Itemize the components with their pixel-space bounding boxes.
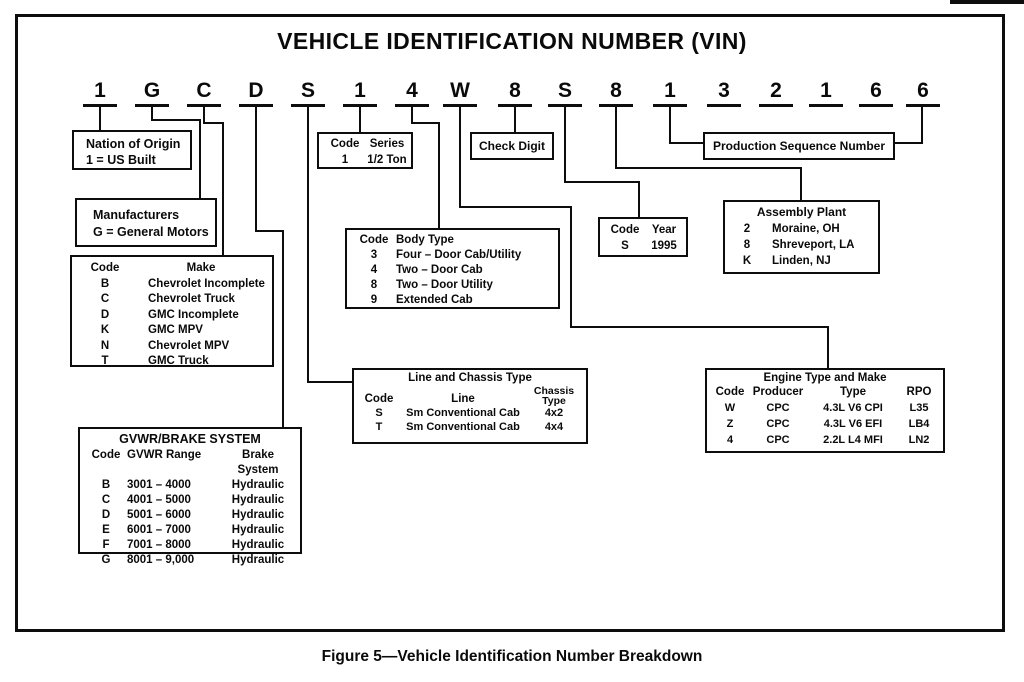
engine-header-producer: Producer <box>752 386 804 398</box>
engine-table <box>705 368 945 453</box>
gvwr-header-brake: Brake System <box>237 448 279 476</box>
year-box <box>598 217 688 257</box>
series-header-code: Code <box>330 138 360 150</box>
series-cell: 1 <box>341 153 349 166</box>
assembly-cell: Linden, NJ <box>772 254 831 267</box>
vin-char-15 <box>809 78 843 107</box>
make-cell: T <box>101 355 109 367</box>
connector-line <box>255 230 284 232</box>
lc-cell: S <box>375 407 383 419</box>
series-box <box>317 132 413 169</box>
connector-line <box>615 107 617 169</box>
connector-line <box>438 122 440 230</box>
connector-line <box>255 107 257 232</box>
assembly-plant-title: Assembly Plant <box>756 205 847 219</box>
body-cell: Extended Cab <box>396 294 473 306</box>
connector-line <box>99 107 101 131</box>
gvwr-cell: D <box>101 508 111 521</box>
vin-char-label: 8 <box>509 79 521 102</box>
engine-cell: 2.2L L4 MFI <box>823 434 883 446</box>
engine-cell: CPC <box>766 434 790 446</box>
gvwr-cell: 3001 – 4000 <box>127 478 191 491</box>
vin-char-4 <box>239 78 273 107</box>
vin-char-label: D <box>248 79 264 102</box>
vin-char-label: 1 <box>820 79 832 102</box>
gvwr-header-range: GVWR Range <box>127 448 202 461</box>
assembly-cell: Moraine, OH <box>772 222 840 235</box>
gvwr-brake-table <box>78 427 302 566</box>
make-cell: Chevrolet Incomplete <box>148 277 265 290</box>
box-value: 1 = US Built <box>86 153 156 167</box>
make-cell: C <box>100 293 110 305</box>
vin-char-label: 6 <box>917 79 929 102</box>
engine-cell: Z <box>726 418 734 430</box>
check-digit-label: Check Digit <box>478 139 545 153</box>
vin-char-label: 6 <box>870 79 882 102</box>
gvwr-cell: B <box>101 478 111 491</box>
make-header-code: Code <box>90 262 120 274</box>
production-sequence-box <box>703 132 895 160</box>
connector-line <box>570 206 572 328</box>
make-cell: GMC Incomplete <box>148 308 239 321</box>
gvwr-title: GVWR/BRAKE SYSTEM <box>119 432 261 446</box>
connector-line <box>282 230 284 428</box>
vin-char-label: 3 <box>718 79 730 102</box>
gvwr-cell: Hydraulic <box>231 508 285 521</box>
connector-line <box>893 142 923 144</box>
make-cell: GMC MPV <box>148 324 203 336</box>
gvwr-cell: 7001 – 8000 <box>127 538 191 551</box>
engine-cell: 4.3L V6 CPI <box>823 402 883 414</box>
vin-char-12 <box>653 78 687 107</box>
connector-line <box>359 107 361 133</box>
vin-char-label: S <box>557 79 572 102</box>
engine-cell: LN2 <box>908 434 930 446</box>
engine-cell: 4.3L V6 EFI <box>823 418 883 430</box>
year-cell: S <box>621 240 629 252</box>
connector-line <box>800 167 802 202</box>
vin-char-label: C <box>196 79 212 102</box>
scan-artifact-mark <box>950 0 1024 4</box>
vin-char-label: 8 <box>610 79 622 102</box>
vin-char-label: 2 <box>770 79 782 102</box>
gvwr-cell: 5001 – 6000 <box>127 508 191 521</box>
engine-cell: L35 <box>909 402 929 414</box>
engine-header-code: Code <box>715 386 745 398</box>
figure-caption: Figure 5—Vehicle Identification Number Breakdown <box>321 648 703 665</box>
engine-header-type: Type <box>840 386 866 398</box>
year-header-code: Code <box>610 224 640 236</box>
box-title: Manufacturers <box>93 208 180 222</box>
connector-line <box>669 142 705 144</box>
vin-char-3 <box>187 78 221 107</box>
vin-char-2 <box>135 78 169 107</box>
engine-cell: 4 <box>726 434 734 446</box>
body-cell: 8 <box>370 279 378 291</box>
make-cell: Chevrolet Truck <box>148 293 235 305</box>
body-cell: Two – Door Cab <box>396 264 483 276</box>
vin-char-5 <box>291 78 325 107</box>
check-digit-box <box>470 132 554 160</box>
connector-line <box>151 119 201 121</box>
production-sequence-label: Production Sequence Number <box>712 139 886 153</box>
year-cell: 1995 <box>651 240 677 252</box>
gvwr-cell: 8001 – 9,000 <box>127 553 195 566</box>
engine-cell: CPC <box>766 402 790 414</box>
lc-cell: Sm Conventional Cab <box>406 421 520 433</box>
vin-char-14 <box>759 78 793 107</box>
vin-char-7 <box>395 78 429 107</box>
vin-char-label: W <box>450 79 470 102</box>
gvwr-cell: Hydraulic <box>231 538 285 551</box>
connector-line <box>564 107 566 183</box>
series-cell: 1/2 Ton <box>367 153 407 166</box>
vin-char-11 <box>599 78 633 107</box>
vin-char-label: 1 <box>94 79 106 102</box>
assembly-plant-box <box>723 200 880 274</box>
make-cell: B <box>100 277 110 290</box>
connector-line <box>459 206 572 208</box>
box-value: G = General Motors <box>93 225 209 239</box>
gvwr-cell: E <box>102 523 110 536</box>
connector-line <box>307 107 309 383</box>
vin-char-label: 4 <box>406 79 418 102</box>
make-cell: GMC Truck <box>148 355 209 367</box>
lc-header-chassis: Chassis Type <box>533 385 575 407</box>
lc-cell: Sm Conventional Cab <box>406 407 520 419</box>
vin-char-6 <box>343 78 377 107</box>
body-cell: 4 <box>370 264 378 276</box>
connector-line <box>514 107 516 133</box>
line-chassis-title: Line and Chassis Type <box>408 372 532 384</box>
make-cell: Chevrolet MPV <box>148 339 230 352</box>
make-cell: D <box>100 308 110 321</box>
gvwr-cell: 6001 – 7000 <box>127 523 191 536</box>
gvwr-cell: Hydraulic <box>231 553 285 566</box>
engine-title: Engine Type and Make <box>763 372 887 384</box>
connector-line <box>570 326 829 328</box>
make-header-make: Make <box>186 262 216 274</box>
connector-line <box>615 167 802 169</box>
gvwr-cell: Hydraulic <box>231 523 285 536</box>
vin-char-label: 1 <box>354 79 366 102</box>
connector-line <box>411 122 440 124</box>
assembly-cell: 2 <box>743 222 751 235</box>
engine-header-rpo: RPO <box>906 386 932 398</box>
lc-cell: T <box>375 421 383 433</box>
vin-char-8 <box>443 78 477 107</box>
lc-cell: 4x4 <box>544 421 564 433</box>
vin-char-9 <box>498 78 532 107</box>
vin-char-label: S <box>300 79 315 102</box>
body-cell: Two – Door Utility <box>396 279 493 291</box>
gvwr-cell: Hydraulic <box>231 478 285 491</box>
lc-header-code: Code <box>364 393 394 405</box>
connector-line <box>203 122 224 124</box>
body-type-table <box>345 228 560 309</box>
body-cell: Four – Door Cab/Utility <box>396 249 522 261</box>
assembly-cell: 8 <box>743 238 751 251</box>
connector-line <box>638 181 640 219</box>
body-header-type: Body Type <box>396 234 454 246</box>
gvwr-cell: G <box>101 553 111 566</box>
vin-char-17 <box>906 78 940 107</box>
connector-line <box>222 122 224 256</box>
vin-char-label: 1 <box>664 79 676 102</box>
vin-char-label: G <box>143 79 161 102</box>
body-cell: 3 <box>370 249 378 261</box>
series-header-series: Series <box>369 138 405 150</box>
make-cell: K <box>100 324 110 336</box>
body-header-code: Code <box>359 234 389 246</box>
engine-cell: W <box>724 402 736 414</box>
gvwr-cell: 4001 – 5000 <box>127 493 191 506</box>
box-title: Nation of Origin <box>86 137 181 151</box>
gvwr-cell: F <box>102 538 110 551</box>
lc-cell: 4x2 <box>544 407 564 419</box>
year-header-year: Year <box>651 224 677 236</box>
connector-line <box>307 381 354 383</box>
connector-line <box>459 107 461 208</box>
connector-line <box>921 107 923 144</box>
engine-cell: CPC <box>766 418 790 430</box>
engine-cell: LB4 <box>908 418 930 430</box>
vin-char-10 <box>548 78 582 107</box>
body-cell: 9 <box>370 294 378 306</box>
vin-char-1 <box>83 78 117 107</box>
connector-line <box>199 119 201 199</box>
vin-char-16 <box>859 78 893 107</box>
lc-header-line: Line <box>451 393 475 405</box>
connector-line <box>564 181 640 183</box>
diagram-title: VEHICLE IDENTIFICATION NUMBER (VIN) <box>277 28 747 54</box>
connector-line <box>827 326 829 370</box>
connector-line <box>669 107 671 144</box>
make-cell: N <box>100 339 110 352</box>
gvwr-header-code: Code <box>91 448 121 461</box>
assembly-cell: K <box>742 254 752 267</box>
line-chassis-table <box>352 368 588 444</box>
gvwr-cell: Hydraulic <box>231 493 285 506</box>
assembly-cell: Shreveport, LA <box>772 238 855 251</box>
vin-char-13 <box>707 78 741 107</box>
make-table <box>70 255 274 367</box>
nation-of-origin-box <box>72 130 192 170</box>
gvwr-cell: C <box>101 493 111 506</box>
manufacturers-box <box>75 198 217 247</box>
